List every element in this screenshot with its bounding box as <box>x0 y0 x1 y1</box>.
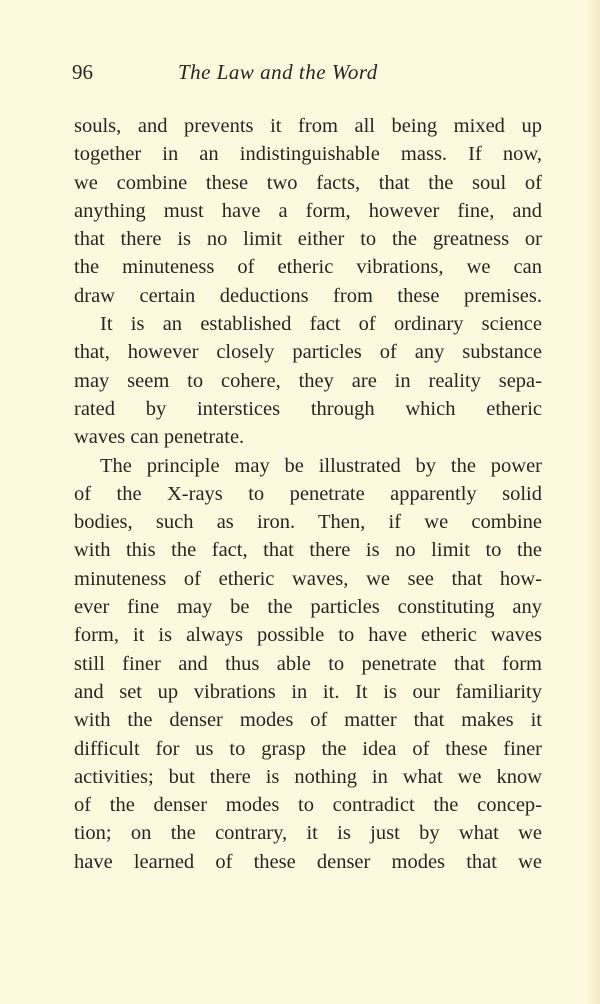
text-line: souls, and prevents it from all being mixed up <box>74 115 542 137</box>
body-text <box>74 112 542 876</box>
text-line: the minuteness of etheric vibrations, we can <box>74 256 542 279</box>
text-line: anything must have a form, however fine, and <box>74 199 542 222</box>
text-line: we combine these two facts, that the soul of <box>74 171 542 194</box>
text-line: difficult for us to grasp the idea of these finer <box>74 737 542 760</box>
text-line: The principle may be illustrated by the power <box>100 454 542 477</box>
running-header <box>72 60 542 90</box>
text-line: It is an established fact of ordinary science <box>100 313 542 336</box>
text-line: ever fine may be the particles constituting any <box>74 596 542 619</box>
text-line: and set up vibrations in it. It is our familiarity <box>74 680 542 703</box>
text-line: have learned of these denser modes that we <box>74 850 542 873</box>
text-line: of the denser modes to contradict the concep- <box>74 794 542 817</box>
text-line: form, it is always possible to have etheric waves <box>74 624 542 647</box>
text-line: minuteness of etheric waves, we see that how- <box>74 567 542 590</box>
text-line: rated by interstices through which etheric <box>74 397 542 420</box>
page-number: 96 <box>72 60 93 84</box>
text-line: may seem to cohere, they are in reality sepa- <box>74 369 542 392</box>
text-line: tion; on the contrary, it is just by what we <box>74 822 542 845</box>
text-line: that there is no limit either to the greatness or <box>74 228 542 251</box>
text-line: with the denser modes of matter that makes it <box>74 709 542 732</box>
text-line: together in an indistinguishable mass. If now, <box>74 143 542 166</box>
text-line: with this the fact, that there is no limit to the <box>74 539 542 562</box>
text-line: still finer and thus able to penetrate that form <box>74 652 542 675</box>
text-line: waves can penetrate. <box>74 426 245 449</box>
text-line: bodies, such as iron. Then, if we combine <box>74 511 542 534</box>
page-edge-shadow <box>586 0 600 1004</box>
running-title: The Law and the Word <box>178 60 378 84</box>
text-line: that, however closely particles of any substance <box>74 341 542 364</box>
text-line: draw certain deductions from these premises. <box>74 284 542 307</box>
text-line: of the X-rays to penetrate apparently solid <box>74 482 542 505</box>
text-line: activities; but there is nothing in what we know <box>74 765 542 788</box>
